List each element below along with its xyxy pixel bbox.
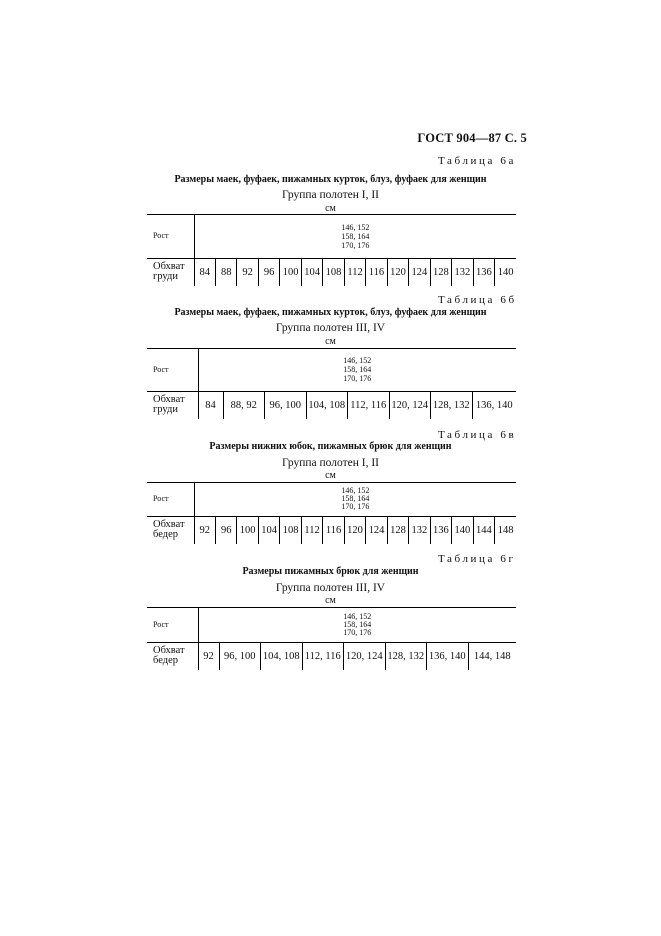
- size-cell: 128, 132: [431, 391, 473, 419]
- girth-label-line: Обхват: [153, 519, 185, 531]
- size-cell: 96, 100: [219, 642, 261, 670]
- size-cell: 128: [387, 516, 408, 544]
- height-value: 146, 152: [343, 356, 372, 366]
- table-6g-label: Таблица 6г: [438, 553, 516, 565]
- table-6v-label: Таблица 6в: [438, 429, 517, 441]
- girth-label: [147, 258, 194, 286]
- height-value: 146, 152: [341, 222, 370, 232]
- height-value: 158, 164: [343, 619, 372, 629]
- height-value: 170, 176: [341, 240, 370, 250]
- height-values: [194, 215, 516, 258]
- table-6v-title: Размеры нижних юбок, пижамных брюк для женщин: [209, 441, 452, 452]
- girth-label: [147, 516, 194, 544]
- height-value: 158, 164: [343, 365, 372, 375]
- table-6a-group: Группа полотен I, II: [281, 189, 380, 201]
- table-6a-height-row: [147, 215, 516, 258]
- girth-label-line: Обхват: [153, 261, 185, 273]
- size-cell: 100: [280, 258, 301, 286]
- size-cell: 132: [409, 516, 430, 544]
- size-cell: 136: [430, 516, 451, 544]
- size-cell: 144: [473, 516, 494, 544]
- girth-label-line: бедер: [153, 529, 178, 541]
- table-6g-girth-row: [147, 642, 516, 670]
- page-header: ГОСТ 904—87 С. 5: [417, 131, 527, 145]
- size-cell: 88: [215, 258, 236, 286]
- height-label: Рост: [147, 608, 198, 642]
- table-6g-group: Группа полотен III, IV: [275, 582, 386, 594]
- girth-label-line: груди: [153, 271, 178, 283]
- size-cell: 148: [495, 516, 517, 544]
- size-cell: 136: [473, 258, 494, 286]
- size-cell: 116: [366, 258, 387, 286]
- height-value: 158, 164: [341, 494, 370, 504]
- table-6v-unit: см: [325, 470, 336, 481]
- size-cell: 140: [452, 516, 473, 544]
- table-6g-unit: см: [325, 595, 336, 606]
- table-6a-girth-row: [147, 258, 516, 286]
- table-6b-group: Группа полотен III, IV: [275, 322, 386, 334]
- table-6v-group: Группа полотен I, II: [281, 457, 380, 469]
- size-cell: 88, 92: [223, 391, 265, 419]
- height-label: Рост: [147, 483, 194, 516]
- size-cell: 112: [301, 516, 322, 544]
- size-cell: 136, 140: [472, 391, 516, 419]
- size-cell: 104, 108: [261, 642, 303, 670]
- size-cell: 108: [280, 516, 301, 544]
- size-cell: 112, 116: [348, 391, 390, 419]
- table-6g: [147, 608, 516, 670]
- size-cell: 92: [198, 642, 219, 670]
- table-6b-height-row: [147, 349, 516, 391]
- table-6v-height-row: [147, 483, 516, 516]
- height-label: Рост: [147, 349, 198, 391]
- table-6b-unit: см: [325, 336, 336, 347]
- size-cell: 124: [366, 516, 387, 544]
- girth-label: [147, 642, 198, 670]
- size-cell: 104, 108: [306, 391, 348, 419]
- girth-label-line: груди: [153, 404, 178, 416]
- size-cell: 92: [194, 516, 215, 544]
- height-value: 170, 176: [341, 502, 370, 512]
- table-6a: [147, 215, 516, 286]
- height-values: [194, 483, 516, 516]
- height-value: 158, 164: [341, 231, 370, 241]
- size-cell: 96: [258, 258, 279, 286]
- girth-label-line: Обхват: [153, 645, 185, 657]
- size-cell: 84: [198, 391, 223, 419]
- size-cell: 140: [495, 258, 517, 286]
- table-6b: [147, 349, 516, 419]
- girth-label: [147, 391, 198, 419]
- size-cell: 108: [323, 258, 344, 286]
- height-label: Рост: [147, 215, 194, 258]
- size-cell: 120, 124: [389, 391, 431, 419]
- table-6g-title: Размеры пижамных брюк для женщин: [242, 566, 419, 577]
- table-6b-girth-row: [147, 391, 516, 419]
- table-6a-unit: см: [325, 203, 336, 214]
- size-cell: 128: [430, 258, 451, 286]
- size-cell: 144, 148: [468, 642, 516, 670]
- table-6v-girth-row: [147, 516, 516, 544]
- size-cell: 116: [323, 516, 344, 544]
- size-cell: 104: [258, 516, 279, 544]
- size-cell: 84: [194, 258, 215, 286]
- size-cell: 136, 140: [427, 642, 469, 670]
- size-cell: 96: [215, 516, 236, 544]
- size-cell: 92: [237, 258, 258, 286]
- height-value: 146, 152: [341, 486, 370, 496]
- table-6v: [147, 483, 516, 544]
- height-value: 170, 176: [343, 374, 372, 384]
- table-6g-height-row: [147, 608, 516, 642]
- height-value: 170, 176: [343, 627, 372, 637]
- size-cell: 104: [301, 258, 322, 286]
- height-values: [198, 349, 516, 391]
- table-6a-label: Таблица 6а: [438, 155, 516, 167]
- size-cell: 96, 100: [265, 391, 307, 419]
- table-6a-title: Размеры маек, фуфаек, пижамных курток, блуз, фуфаек для женщин: [174, 174, 487, 185]
- size-cell: 112: [344, 258, 365, 286]
- size-cell: 120: [387, 258, 408, 286]
- size-cell: 132: [452, 258, 473, 286]
- table-6b-title: Размеры маек, фуфаек, пижамных курток, блуз, фуфаек для женщин: [174, 307, 487, 318]
- size-cell: 112, 116: [302, 642, 344, 670]
- size-cell: 100: [237, 516, 258, 544]
- girth-label-line: бедер: [153, 655, 178, 667]
- height-value: 146, 152: [343, 611, 372, 621]
- girth-label-line: Обхват: [153, 394, 185, 406]
- size-cell: 120: [344, 516, 365, 544]
- table-6b-label: Таблица 6б: [438, 294, 517, 306]
- size-cell: 120, 124: [344, 642, 386, 670]
- size-cell: 128, 132: [385, 642, 427, 670]
- size-cell: 124: [409, 258, 430, 286]
- height-values: [198, 608, 516, 642]
